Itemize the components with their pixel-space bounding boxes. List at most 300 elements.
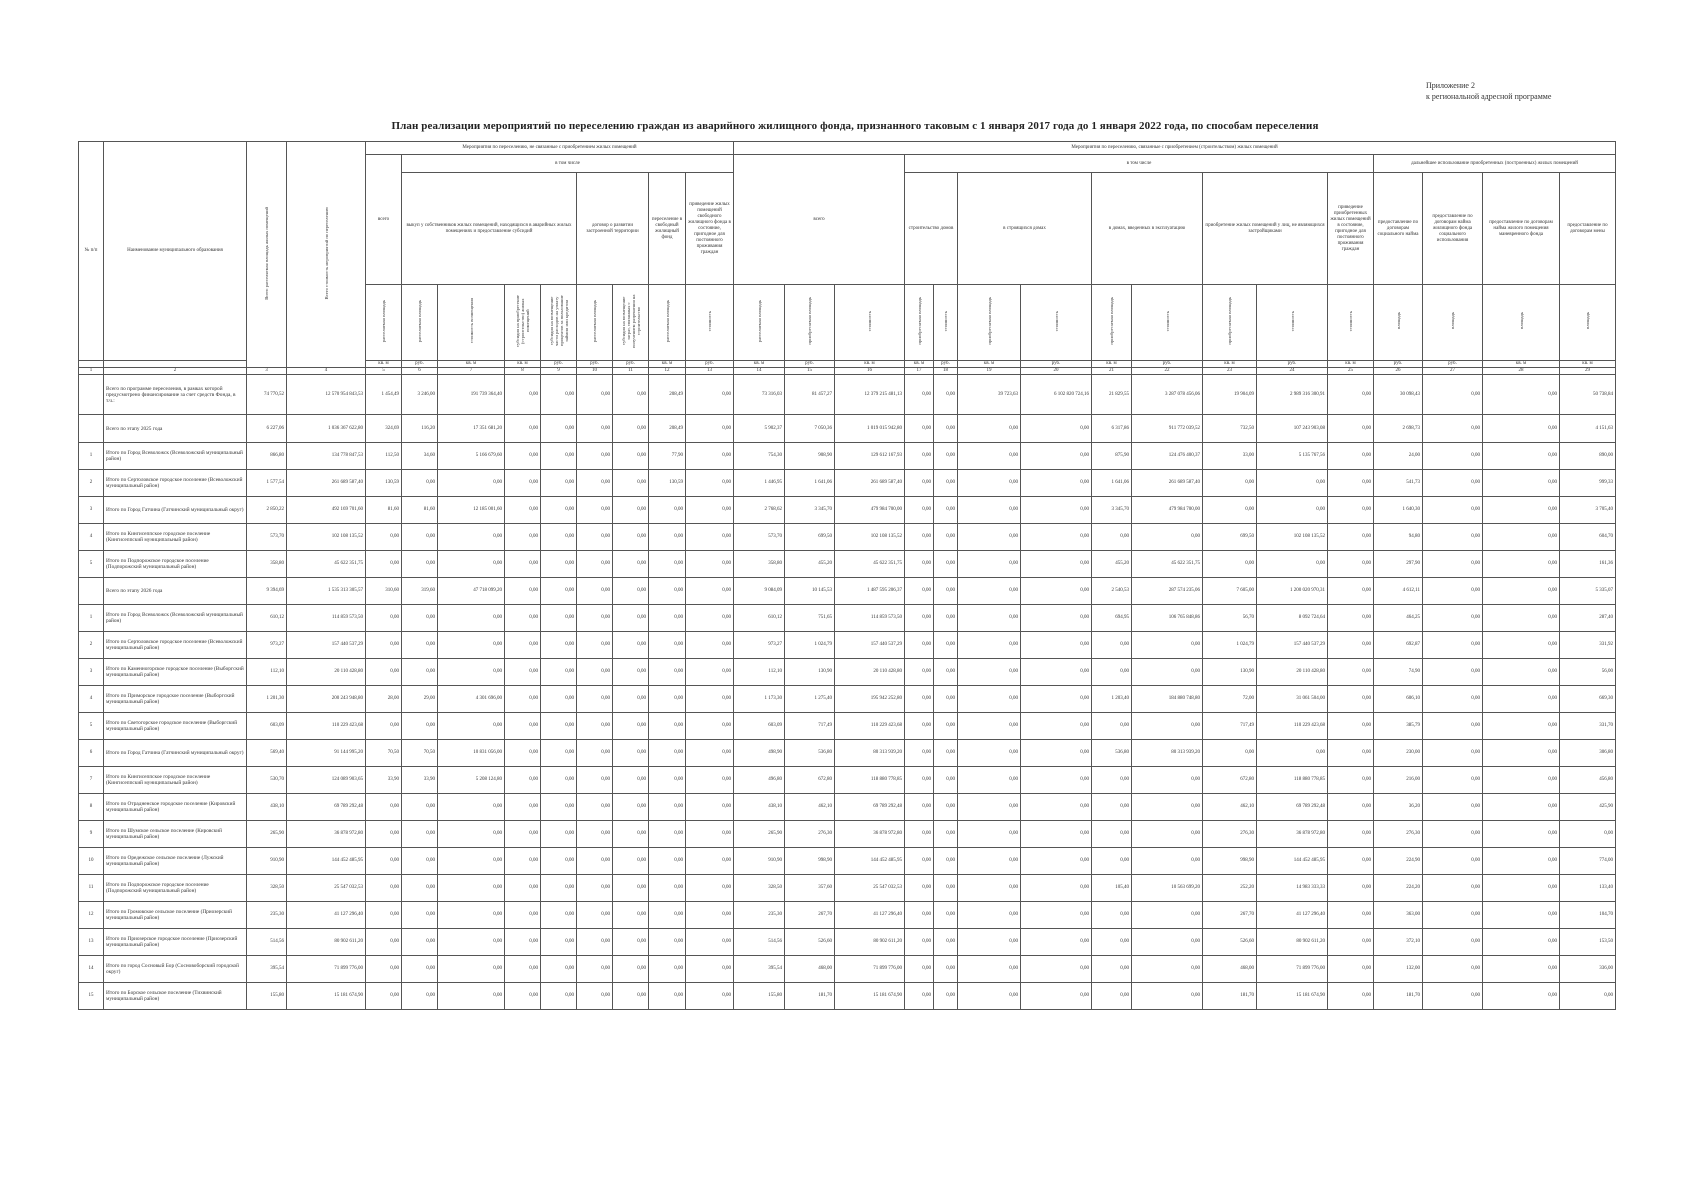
value-cell: 0,00: [541, 686, 577, 713]
value-cell: 908,90: [785, 443, 835, 470]
value-cell: 0,00: [1483, 902, 1560, 929]
value-cell: 0,00: [1328, 821, 1374, 848]
value-cell: 0,00: [438, 875, 505, 902]
value-cell: 12 570 954 843,53: [287, 375, 366, 415]
value-cell: 0,00: [1483, 794, 1560, 821]
value-cell: 3 345,70: [1092, 497, 1132, 524]
value-cell: 0,00: [1483, 821, 1560, 848]
value-cell: 0,00: [1423, 497, 1483, 524]
value-cell: 0,00: [541, 605, 577, 632]
value-cell: 6 227,06: [247, 415, 287, 443]
value-cell: 0,00: [1257, 497, 1328, 524]
value-cell: 0,00: [934, 524, 958, 551]
value-cell: 21 829,55: [1092, 375, 1132, 415]
value-cell: 130,90: [1203, 659, 1257, 686]
hdr-g2-f2: предоставление по договорам найма жилищного фонда социального использования: [1423, 173, 1483, 285]
value-cell: 0,00: [438, 929, 505, 956]
value-cell: 1 641,06: [1092, 470, 1132, 497]
value-cell: 71 899 776,00: [1257, 956, 1328, 983]
value-cell: 462,10: [785, 794, 835, 821]
hdr-v-subsidy2: субсидия на возмещение части расходов на уплату процентов за пользование займом или кредитом: [541, 285, 577, 361]
value-cell: 0,00: [1021, 632, 1092, 659]
value-cell: 973,27: [247, 632, 287, 659]
value-cell: 0,00: [438, 821, 505, 848]
value-cell: 910,90: [734, 848, 785, 875]
hdr-g2-incl: в том числе: [905, 155, 1374, 173]
value-cell: 0,00: [1203, 551, 1257, 578]
value-cell: 0,00: [1423, 767, 1483, 794]
value-cell: 70,50: [366, 740, 402, 767]
value-cell: 0,00: [1092, 659, 1132, 686]
value-cell: 0,00: [1328, 794, 1374, 821]
municipality-name: Итого по Город Гатчина (Гатчинский муниципальный округ): [104, 740, 247, 767]
value-cell: 1 275,40: [785, 686, 835, 713]
hdr-g1-sub1: выкуп у собственников жилых помещений, находящихся в аварийных жилых помещениях и предоставление субсидий: [402, 173, 577, 285]
value-cell: 0,00: [649, 551, 686, 578]
value-cell: 0,00: [613, 551, 649, 578]
value-cell: 0,00: [934, 767, 958, 794]
value-cell: 0,00: [541, 632, 577, 659]
hdr-group-2: Мероприятия по переселению, связанные с приобретением (строительством) жилых помещений: [734, 142, 1616, 155]
value-cell: 0,00: [1328, 632, 1374, 659]
value-cell: 69 789 292,48: [835, 794, 905, 821]
value-cell: 0,00: [1092, 524, 1132, 551]
value-cell: 0,00: [1132, 713, 1203, 740]
column-number: 18: [934, 368, 958, 375]
value-cell: 0,00: [958, 686, 1021, 713]
value-cell: 157 440 537,29: [287, 632, 366, 659]
value-cell: 7 605,00: [1203, 578, 1257, 605]
value-cell: 6 317,86: [1092, 415, 1132, 443]
value-cell: 1 535 313 305,57: [287, 578, 366, 605]
value-cell: 0,00: [402, 551, 438, 578]
value-cell: 0,00: [686, 983, 734, 1010]
value-cell: 1 200 020 970,31: [1257, 578, 1328, 605]
value-cell: 0,00: [1423, 956, 1483, 983]
value-cell: 0,00: [934, 929, 958, 956]
value-cell: 672,80: [1203, 767, 1257, 794]
value-cell: 15 181 674,90: [835, 983, 905, 1010]
hdr-v-area: расселяемая площадь: [366, 285, 402, 361]
value-cell: 0,00: [1328, 875, 1374, 902]
value-cell: 5 335,07: [1560, 578, 1616, 605]
value-cell: 464,25: [1374, 605, 1423, 632]
value-cell: 0,00: [402, 875, 438, 902]
hdr-v-cost-1: стоимость: [686, 285, 734, 361]
table-row: [79, 875, 1616, 902]
value-cell: 181,70: [785, 983, 835, 1010]
unit-cell: руб.: [1374, 361, 1423, 368]
value-cell: 0,00: [934, 686, 958, 713]
column-number: 5: [366, 368, 402, 375]
value-cell: 0,00: [934, 902, 958, 929]
value-cell: 181,70: [1203, 983, 1257, 1010]
column-number: 29: [1560, 368, 1616, 375]
hdr-v-subsidy3: субсидия на возмещение затрат, связанных с получением разрешения на строительство: [613, 285, 649, 361]
value-cell: 191 739 364,40: [438, 375, 505, 415]
value-cell: 0,00: [541, 794, 577, 821]
value-cell: 0,00: [905, 659, 934, 686]
value-cell: 0,00: [505, 497, 541, 524]
value-cell: 0,00: [686, 794, 734, 821]
value-cell: 0,00: [905, 497, 934, 524]
value-cell: 0,00: [1203, 740, 1257, 767]
value-cell: 124 089 903,65: [287, 767, 366, 794]
value-cell: 0,00: [1257, 551, 1328, 578]
value-cell: 0,00: [1021, 875, 1092, 902]
value-cell: 31 061 504,00: [1257, 686, 1328, 713]
value-cell: 306,80: [1560, 740, 1616, 767]
value-cell: 606,10: [1374, 686, 1423, 713]
value-cell: 514,56: [247, 929, 287, 956]
value-cell: 1 454,49: [366, 375, 402, 415]
value-cell: 0,00: [958, 956, 1021, 983]
value-cell: 10 145,53: [785, 578, 835, 605]
value-cell: 0,00: [958, 578, 1021, 605]
value-cell: 0,00: [1132, 929, 1203, 956]
value-cell: 0,00: [1423, 875, 1483, 902]
value-cell: 81,60: [366, 497, 402, 524]
value-cell: 0,00: [905, 929, 934, 956]
column-number: 8: [505, 368, 541, 375]
value-cell: 0,00: [402, 821, 438, 848]
municipality-name: Итого по Приморское городское поселение (Выборгский муниципальный район): [104, 686, 247, 713]
value-cell: 81 457,27: [785, 375, 835, 415]
value-cell: 72,00: [1203, 686, 1257, 713]
value-cell: 0,00: [577, 605, 613, 632]
value-cell: 0,00: [649, 632, 686, 659]
value-cell: 0,00: [1423, 983, 1483, 1010]
value-cell: 0,00: [1423, 415, 1483, 443]
value-cell: 0,00: [541, 848, 577, 875]
annex-line-2: к региональной адресной программе: [1426, 92, 1552, 101]
value-cell: 130,59: [366, 470, 402, 497]
value-cell: 331,70: [1560, 713, 1616, 740]
value-cell: 0,00: [958, 713, 1021, 740]
value-cell: 0,00: [1328, 686, 1374, 713]
value-cell: 0,00: [1021, 848, 1092, 875]
value-cell: 0,00: [1021, 443, 1092, 470]
value-cell: 70,50: [402, 740, 438, 767]
unit-cell: кв. м: [1560, 361, 1616, 368]
value-cell: 0,00: [686, 659, 734, 686]
value-cell: 45 622 351,75: [835, 551, 905, 578]
value-cell: 0,00: [1328, 740, 1374, 767]
hdr-v-cost-settle: стоимость возмещения: [438, 285, 505, 361]
unit-cell: руб.: [1257, 361, 1328, 368]
value-cell: 455,20: [1092, 551, 1132, 578]
value-cell: 0,00: [1483, 415, 1560, 443]
value-cell: 20 110 428,80: [835, 659, 905, 686]
value-cell: 0,00: [505, 848, 541, 875]
row-number: 4: [79, 524, 104, 551]
value-cell: 144 452 485,95: [1257, 848, 1328, 875]
annex-line-1: Приложение 2: [1426, 81, 1475, 90]
hdr-g2-f1: предоставление по договорам социального найма: [1374, 173, 1423, 285]
unit-cell: руб.: [1021, 361, 1092, 368]
row-number: 14: [79, 956, 104, 983]
value-cell: 0,00: [1483, 848, 1560, 875]
value-cell: 0,00: [934, 551, 958, 578]
value-cell: 0,00: [505, 375, 541, 415]
value-cell: 297,90: [1374, 551, 1423, 578]
unit-cell: кв. м: [366, 361, 402, 368]
value-cell: 0,00: [1423, 740, 1483, 767]
value-cell: 74 770,52: [247, 375, 287, 415]
value-cell: 0,00: [649, 848, 686, 875]
value-cell: 112,50: [366, 443, 402, 470]
value-cell: 0,00: [402, 794, 438, 821]
municipality-name: Итого по Кингисеппское городское поселение (Кингисеппский муниципальный район): [104, 767, 247, 794]
value-cell: 0,00: [905, 875, 934, 902]
column-number: 15: [785, 368, 835, 375]
hdr-num: № п/п: [79, 142, 104, 361]
value-cell: 36 878 972,80: [287, 821, 366, 848]
hdr-v-area-3: расселяемая площадь: [577, 285, 613, 361]
column-number: 9: [541, 368, 577, 375]
value-cell: 0,00: [505, 740, 541, 767]
value-cell: 216,00: [1374, 767, 1423, 794]
value-cell: 526,60: [1203, 929, 1257, 956]
value-cell: 0,00: [686, 605, 734, 632]
value-cell: 0,00: [1092, 821, 1132, 848]
value-cell: 118 880 778,85: [1257, 767, 1328, 794]
value-cell: 0,00: [613, 848, 649, 875]
hdr-g2-acq-build: в строящихся домах: [958, 173, 1092, 285]
value-cell: 0,00: [402, 848, 438, 875]
unit-cell: руб.: [934, 361, 958, 368]
value-cell: 112,10: [247, 659, 287, 686]
municipality-name: Итого по Громовское сельское поселение (Приозерский муниципальный район): [104, 902, 247, 929]
hdr-v-area-acq-1: приобретаемая площадь: [785, 285, 835, 361]
value-cell: 0,00: [1423, 551, 1483, 578]
municipality-name: Итого по Подпорожское городское поселение (Подпорожский муниципальный район): [104, 551, 247, 578]
value-cell: 276,30: [785, 821, 835, 848]
value-cell: 0,00: [541, 443, 577, 470]
value-cell: 0,00: [1328, 415, 1374, 443]
value-cell: 0,00: [541, 767, 577, 794]
value-cell: 0,00: [905, 821, 934, 848]
value-cell: 0,00: [958, 983, 1021, 1010]
value-cell: 0,00: [958, 632, 1021, 659]
value-cell: 157 440 537,29: [1257, 632, 1328, 659]
value-cell: 0,00: [505, 632, 541, 659]
row-number: 2: [79, 632, 104, 659]
value-cell: 106 765 848,86: [1132, 605, 1203, 632]
value-cell: 80 902 611,20: [287, 929, 366, 956]
value-cell: 0,00: [438, 956, 505, 983]
value-cell: 36 878 972,80: [1257, 821, 1328, 848]
value-cell: 363,00: [1374, 902, 1423, 929]
value-cell: 0,00: [1021, 497, 1092, 524]
column-number: 2: [104, 368, 247, 375]
value-cell: 0,00: [613, 983, 649, 1010]
value-cell: 0,00: [1483, 605, 1560, 632]
value-cell: 0,00: [577, 767, 613, 794]
value-cell: 0,00: [366, 524, 402, 551]
value-cell: 973,27: [734, 632, 785, 659]
table-row: [79, 375, 1616, 415]
value-cell: 0,00: [1328, 497, 1374, 524]
value-cell: 0,00: [366, 902, 402, 929]
table-row: [79, 632, 1616, 659]
value-cell: 0,00: [541, 983, 577, 1010]
municipality-name: Итого по Каменногорское городское поселение (Выборгский муниципальный район): [104, 659, 247, 686]
value-cell: 94,80: [1374, 524, 1423, 551]
municipality-name: Итого по Подпорожское городское поселение (Подпорожский муниципальный район): [104, 875, 247, 902]
value-cell: 224,20: [1374, 875, 1423, 902]
value-cell: 0,00: [505, 578, 541, 605]
hdr-name: Наименование муниципального образования: [104, 142, 247, 361]
value-cell: 114 859 573,50: [287, 605, 366, 632]
value-cell: 4 612,11: [1374, 578, 1423, 605]
value-cell: 0,00: [1423, 686, 1483, 713]
value-cell: 0,00: [1328, 443, 1374, 470]
value-cell: 0,00: [541, 740, 577, 767]
value-cell: 0,00: [438, 902, 505, 929]
value-cell: 0,00: [905, 578, 934, 605]
value-cell: 14 983 333,33: [1257, 875, 1328, 902]
value-cell: 498,90: [734, 740, 785, 767]
value-cell: 0,00: [366, 983, 402, 1010]
value-cell: 0,00: [649, 713, 686, 740]
value-cell: 0,00: [613, 524, 649, 551]
value-cell: 0,00: [1092, 983, 1132, 1010]
column-number: 13: [686, 368, 734, 375]
value-cell: 0,00: [541, 578, 577, 605]
unit-cell: руб.: [402, 361, 438, 368]
hdr-total-cost: Всего стоимость мероприятий по переселению: [287, 142, 366, 368]
value-cell: 0,00: [905, 443, 934, 470]
value-cell: 15 181 674,90: [1257, 983, 1328, 1010]
value-cell: 328,50: [247, 875, 287, 902]
unit-cell: руб.: [613, 361, 649, 368]
value-cell: 104,70: [1560, 902, 1616, 929]
value-cell: 129 612 167,93: [835, 443, 905, 470]
value-cell: 0,00: [402, 929, 438, 956]
value-cell: 56,00: [1560, 659, 1616, 686]
hdr-v-area-acq-3: приобретаемая площадь: [958, 285, 1021, 361]
value-cell: 3 345,70: [785, 497, 835, 524]
value-cell: 80 313 939,20: [1132, 740, 1203, 767]
hdr-g1-sub4: приведение жилых помещений свободного жилищного фонда в состояние, пригодное для постоянного проживания граждан: [686, 173, 734, 285]
table-row: [79, 686, 1616, 713]
value-cell: 0,00: [577, 578, 613, 605]
value-cell: 0,00: [1092, 956, 1132, 983]
value-cell: 0,00: [366, 659, 402, 686]
value-cell: 0,00: [649, 983, 686, 1010]
value-cell: 261 689 587,40: [835, 470, 905, 497]
value-cell: 0,00: [958, 794, 1021, 821]
value-cell: 0,00: [613, 659, 649, 686]
value-cell: 0,00: [1328, 956, 1374, 983]
municipality-name: Итого по Шумское сельское поселение (Кировский муниципальный район): [104, 821, 247, 848]
value-cell: 0,00: [1423, 632, 1483, 659]
value-cell: 0,00: [366, 605, 402, 632]
row-number: [79, 375, 104, 415]
value-cell: 536,80: [1092, 740, 1132, 767]
value-cell: 336,00: [1560, 956, 1616, 983]
value-cell: 0,00: [1423, 375, 1483, 415]
value-cell: 699,50: [785, 524, 835, 551]
value-cell: 0,00: [1423, 713, 1483, 740]
value-cell: 0,00: [686, 415, 734, 443]
value-cell: 0,00: [686, 767, 734, 794]
value-cell: 0,00: [905, 524, 934, 551]
value-cell: 0,00: [686, 443, 734, 470]
value-cell: 0,00: [1132, 956, 1203, 983]
value-cell: 692,87: [1374, 632, 1423, 659]
value-cell: 1 640,30: [1374, 497, 1423, 524]
row-number: 8: [79, 794, 104, 821]
table-row: [79, 659, 1616, 686]
value-cell: 132,00: [1374, 956, 1423, 983]
value-cell: 0,00: [613, 821, 649, 848]
value-cell: 0,00: [958, 659, 1021, 686]
value-cell: 0,00: [958, 767, 1021, 794]
value-cell: 610,12: [247, 605, 287, 632]
value-cell: 110 229 423,68: [1257, 713, 1328, 740]
value-cell: 0,00: [1132, 659, 1203, 686]
table-row: [79, 929, 1616, 956]
row-number: 5: [79, 713, 104, 740]
value-cell: 0,00: [541, 902, 577, 929]
value-cell: 0,00: [905, 375, 934, 415]
value-cell: 468,00: [785, 956, 835, 983]
value-cell: 0,00: [438, 983, 505, 1010]
value-cell: 0,00: [958, 415, 1021, 443]
value-cell: 0,00: [577, 659, 613, 686]
value-cell: 235,30: [247, 902, 287, 929]
value-cell: 0,00: [438, 524, 505, 551]
value-cell: 0,00: [1483, 929, 1560, 956]
value-cell: 0,00: [686, 578, 734, 605]
row-number: 3: [79, 659, 104, 686]
unit-cell: руб.: [785, 361, 835, 368]
value-cell: 0,00: [613, 929, 649, 956]
value-cell: 0,00: [1021, 794, 1092, 821]
value-cell: 0,00: [1328, 551, 1374, 578]
value-cell: 133,40: [1560, 875, 1616, 902]
row-number: 15: [79, 983, 104, 1010]
value-cell: 252,20: [1203, 875, 1257, 902]
value-cell: 0,00: [905, 740, 934, 767]
value-cell: 261 689 587,40: [1132, 470, 1203, 497]
value-cell: 0,00: [577, 875, 613, 902]
value-cell: 0,00: [1483, 551, 1560, 578]
hdr-g1-incl: в том числе: [402, 155, 734, 173]
value-cell: 102 108 135,52: [287, 524, 366, 551]
hdr-g2-future: дальнейшее использование приобретенных (построенных) жилых помещений: [1374, 155, 1616, 173]
column-number: 11: [613, 368, 649, 375]
value-cell: 536,80: [785, 740, 835, 767]
value-cell: 0,00: [1203, 497, 1257, 524]
value-cell: 34,60: [402, 443, 438, 470]
row-number: 1: [79, 443, 104, 470]
value-cell: 45 622 351,75: [1132, 551, 1203, 578]
value-cell: 866,80: [247, 443, 287, 470]
value-cell: 0,00: [366, 821, 402, 848]
unit-cell: кв. м: [1483, 361, 1560, 368]
value-cell: 438,10: [247, 794, 287, 821]
value-cell: 0,00: [1328, 983, 1374, 1010]
value-cell: 276,30: [1203, 821, 1257, 848]
value-cell: 0,00: [1483, 983, 1560, 1010]
value-cell: 0,00: [1423, 659, 1483, 686]
value-cell: 0,00: [402, 605, 438, 632]
value-cell: 0,00: [577, 848, 613, 875]
value-cell: 0,00: [1423, 605, 1483, 632]
